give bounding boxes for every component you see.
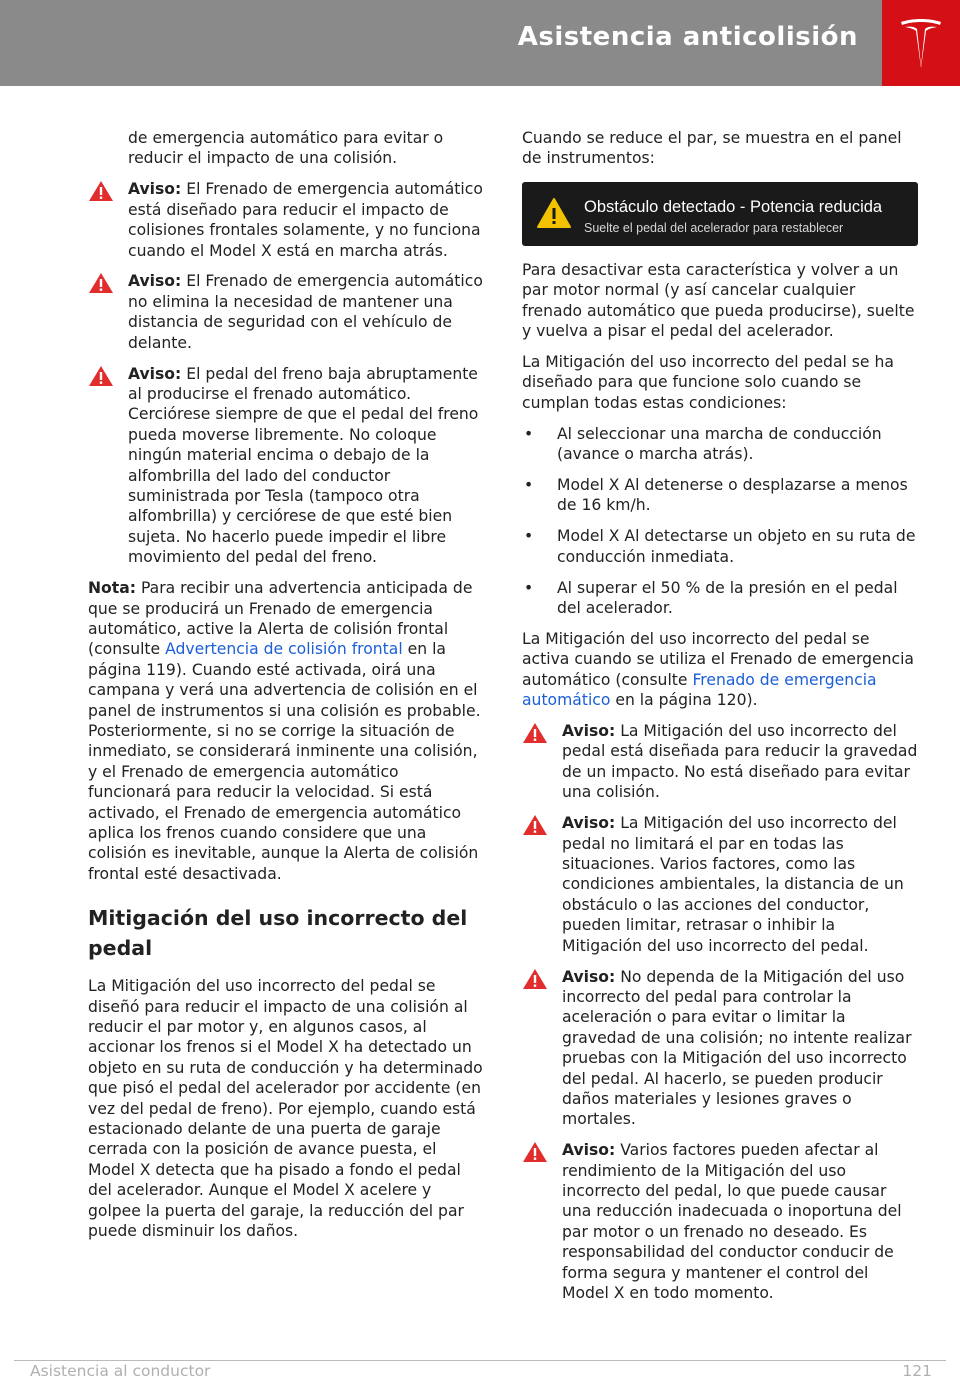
left-column [88, 128, 483, 1252]
warning-triangle-icon [88, 272, 114, 294]
warning-brake-pedal [88, 364, 483, 568]
activation-text-after: en la página 120). [610, 691, 758, 710]
link-automatic-emergency-braking[interactable]: Frenado de emergencia automático [522, 670, 877, 710]
warning-text: El Frenado de emergencia automático está diseñado para reducir el impacto de colisiones frontales solamente, y no funciona cuando el Model X está en marcha atrás. [128, 180, 483, 260]
warning-text: Varios factores pueden afectar al rendimiento de la Mitigación del uso incorrecto del pedal, lo que puede causar una reducción inadecuada o inoportuna del par motor o un frenado no deseado. Es responsabilidad del conductor conducir de forma segura y mantener el control del Model X en todo momento. [562, 1141, 902, 1303]
note-text-after: en la página 119). Cuando esté activada, oirá una campana y verá una advertencia de colisión en el panel de instrumentos si una colisión es probable. Posteriormente, si no se corrige la situación de inmediato, se considerará inminente una colisión, y el Frenado de emergencia automático funcionará para reducir la velocidad. Si está activado, el Frenado de emergencia automático aplica los frenos cuando considere que una colisión es inevitable, aunque la Alerta de colisión frontal esté desactivada. [88, 640, 481, 883]
bullet-icon: • [524, 578, 534, 597]
list-item [522, 424, 918, 465]
alert-subtitle: Suelte el pedal del acelerador para restablecer [584, 220, 844, 235]
warning-severity [522, 721, 918, 803]
warning-label: Aviso: [562, 967, 616, 986]
warning-text: No dependa de la Mitigación del uso incorrecto del pedal para controlar la aceleración o para evitar o limitar la gravedad de una colisión; no intente realizar pruebas con la Mitigación del uso incorrecto del pedal. Al hacerlo, se pueden producir daños materiales y lesiones graves o mortales. [562, 967, 912, 1129]
activation-paragraph [522, 629, 918, 711]
section-body-paragraph: La Mitigación del uso incorrecto del pedal se diseñó para reducir el impacto de una colisión al reducir el par motor y, en algunos casos, al accionar los frenos si el Model X ha detectado un objeto en su ruta de conducción y ha determinado que pisó el pedal del acelerador por accidente (en vez del pedal de freno). Por ejemplo, cuando está estacionado delante de una puerta de garaje cerrada con la posición de avance puesta, el Model X detecta que ha pisado a fondo el pedal del acelerador. Aunque el Model X acelere y golpee la puerta del garaje, la reducción del par puede disminuir los daños. [88, 977, 483, 1241]
right-intro-paragraph: Cuando se reduce el par, se muestra en el panel de instrumentos: [522, 129, 902, 168]
note-label: Nota: [88, 579, 136, 598]
warning-label: Aviso: [562, 814, 616, 833]
footer-section-name: Asistencia al conductor [30, 1362, 211, 1380]
list-item-text: Model X Al detectarse un objeto en su ruta de conducción inmediata. [557, 527, 916, 566]
warning-triangle-icon [522, 814, 548, 836]
conditions-paragraph: La Mitigación del uso incorrecto del pedal se ha diseñado para que funcione solo cuando se cumplan todas estas condiciones: [522, 352, 894, 412]
list-item [522, 475, 918, 516]
page-number: 121 [902, 1362, 932, 1380]
warning-text: El pedal del freno baja abruptamente al producirse el frenado automático. Cerciórese siempre de que el pedal del freno pueda moverse libremente. No coloque ningún material encima o debajo de la alfombrilla del lado del conductor suministrada por Tesla (tampoco otra alfombrilla) y cerciórese de que esté bien sujeta. No hacerlo puede impedir el libre movimiento del pedal del freno. [128, 364, 479, 567]
warning-label: Aviso: [128, 272, 182, 291]
page-title: Asistencia anticolisión [517, 22, 858, 52]
warning-triangle-icon [522, 722, 548, 744]
warning-label: Aviso: [128, 364, 182, 383]
list-item [522, 578, 918, 619]
warning-performance-factors [522, 1140, 918, 1303]
tesla-logo-icon [899, 16, 943, 70]
warning-text: La Mitigación del uso incorrecto del pedal está diseñada para reducir la gravedad de un impacto. No está diseñado para evitar una colisión. [562, 722, 918, 802]
list-item-text: Al superar el 50 % de la presión en el pedal del acelerador. [557, 578, 898, 617]
note-paragraph [88, 578, 483, 884]
warning-triangle-icon [522, 1141, 548, 1163]
bullet-icon: • [524, 475, 534, 494]
bullet-icon: • [524, 424, 534, 443]
warning-triangle-icon [522, 968, 548, 990]
link-forward-collision-warning[interactable]: Advertencia de colisión frontal [165, 640, 403, 659]
note-text-before: Para recibir una advertencia anticipada de que se producirá un Frenado de emergencia automático, active la Alerta de colisión frontal (consulte [88, 579, 473, 659]
list-item-text: Al seleccionar una marcha de conducción (avance o marcha atrás). [557, 424, 882, 464]
alert-triangle-icon [536, 197, 572, 229]
page-header [0, 0, 960, 86]
alert-title: Obstáculo detectado - Potencia reducida [584, 197, 883, 216]
warning-triangle-icon [88, 180, 114, 202]
left-intro-paragraph: de emergencia automático para evitar o reducir el impacto de una colisión. [128, 129, 444, 168]
warning-triangle-icon [88, 365, 114, 387]
footer-divider [14, 1360, 946, 1361]
warning-aeb-reverse [88, 179, 483, 261]
list-item [522, 526, 918, 567]
warning-label: Aviso: [562, 722, 616, 741]
warning-no-testing [522, 967, 918, 1130]
deactivate-paragraph: Para desactivar esta característica y volver a un par motor normal (y así cancelar cualquier frenado automático que pueda producirse), suelte y vuelva a pisar el pedal del acelerador. [522, 260, 915, 341]
list-item-text: Model X Al detenerse o desplazarse a menos de 16 km/h. [557, 475, 908, 515]
bullet-icon: • [524, 527, 534, 546]
warning-aeb-distance [88, 271, 483, 353]
brand-logo [882, 0, 960, 86]
activation-text-before: La Mitigación del uso incorrecto del pedal se activa cuando se utiliza el Frenado de emergencia automático (consulte [522, 629, 914, 689]
warning-torque-limit [522, 813, 918, 956]
section-heading-pedal-misapplication: Mitigación del uso incorrecto del pedal [88, 906, 468, 961]
warning-text: El Frenado de emergencia automático no elimina la necesidad de mantener una distancia de seguridad con el vehículo de delante. [128, 272, 483, 352]
warning-label: Aviso: [128, 180, 182, 199]
instrument-panel-alert-image [522, 182, 918, 246]
right-column [522, 128, 918, 1314]
warning-text: La Mitigación del uso incorrecto del pedal no limitará el par en todas las situaciones. Varios factores, como las condiciones ambientales, la distancia de un obstáculo o las acciones del conductor, pueden limitar, retrasar o inhibir la Mitigación del uso incorrecto del pedal. [562, 814, 904, 955]
warning-label: Aviso: [562, 1141, 616, 1160]
